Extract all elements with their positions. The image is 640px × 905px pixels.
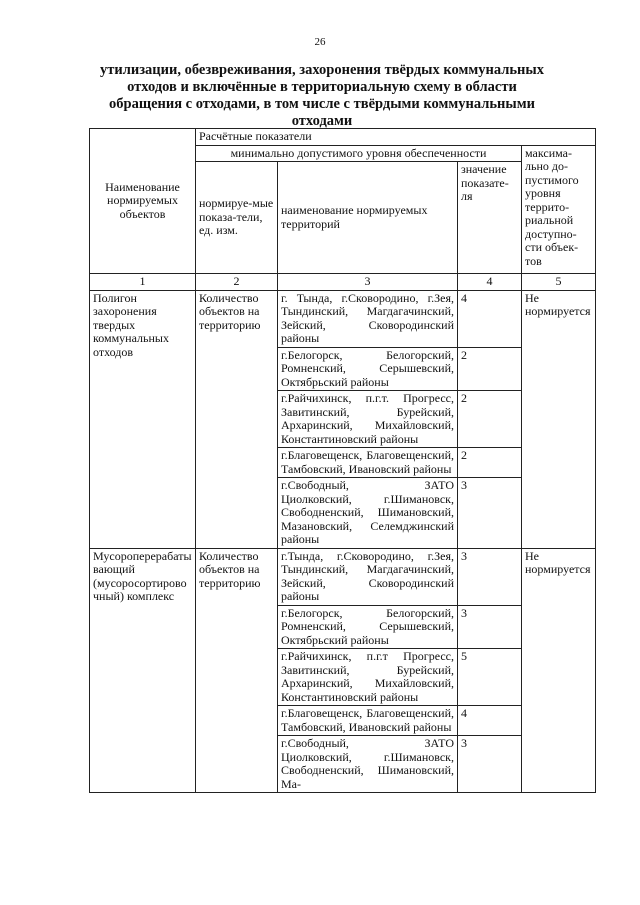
header-row-1: [90, 129, 596, 146]
territory-cell: г.Свободный, ЗАТО Циолковский, г.Шимановск, Свободненский, Шимановский, Мазановский, Селемджинский районы: [278, 478, 458, 549]
value-cell: 2: [458, 347, 522, 391]
header-numbers-row: [90, 274, 596, 291]
territory-cell: г.Тында, г.Сковородино, г.Зея, Тындинский, Магдагачинский, Зейский, Сковородинский районы: [278, 548, 458, 605]
value-cell: 2: [458, 448, 522, 478]
indicator-cell: Количество объектов на территорию: [196, 548, 278, 793]
header-subgroup: минимально допустимого уровня обеспеченности: [196, 145, 522, 162]
value-cell: 5: [458, 649, 522, 706]
header-objects: Наименование нормируемых объектов: [90, 129, 196, 274]
value-cell: 3: [458, 548, 522, 605]
page-number: 26: [314, 36, 326, 48]
col-number: 1: [90, 274, 196, 291]
territory-cell: г.Свободный, ЗАТО Циолковский, г.Шимановск, Свободненский, Шимановский, Ма-: [278, 736, 458, 793]
territory-cell: г.Благовещенск, Благовещенский, Тамбовский, Ивановский районы: [278, 448, 458, 478]
table-row: [90, 548, 596, 605]
value-cell: 4: [458, 290, 522, 347]
header-value: значение показате-ля: [458, 162, 522, 274]
object-name-cell: Мусороперерабатывающий (мусоросортировочный) комплекс: [90, 548, 196, 793]
col-number: 5: [522, 274, 596, 291]
header-group: Расчётные показатели: [196, 129, 596, 146]
header-max-availability: максима-льно до-пустимого уровня террито-риальной доступно-сти объек-тов: [522, 145, 596, 274]
max-availability-cell: Не нормируется: [522, 548, 596, 793]
value-cell: 2: [458, 391, 522, 448]
norms-table: [89, 128, 596, 793]
territory-cell: г. Тында, г.Сковородино, г.Зея, Тындинский, Магдагачинский, Зейский, Сковородинский районы: [278, 290, 458, 347]
col-number: 2: [196, 274, 278, 291]
page-title: утилизации, обезвреживания, захоронения твёрдых коммунальных отходов и включённые в территориальную схему в области обращения с отходами, в том числе с твёрдыми коммунальными отходами: [100, 62, 544, 129]
territory-cell: г.Благовещенск, Благовещенский, Тамбовский, Ивановский районы: [278, 706, 458, 736]
col-number: 3: [278, 274, 458, 291]
territory-cell: г.Райчихинск, п.г.т. Прогресс, Завитинский, Бурейский, Архаринский, Михайловский, Константиновский районы: [278, 391, 458, 448]
territory-cell: г.Райчихинск, п.г.т Прогресс, Завитинский, Бурейский, Архаринский, Михайловский, Константиновский районы: [278, 649, 458, 706]
value-cell: 4: [458, 706, 522, 736]
value-cell: 3: [458, 736, 522, 793]
table-row: [90, 290, 596, 347]
indicator-cell: Количество объектов на территорию: [196, 290, 278, 548]
object-name-cell: Полигон захоронения твердых коммунальных отходов: [90, 290, 196, 548]
value-cell: 3: [458, 478, 522, 549]
header-indicators: нормируе-мые показа-тели, ед. изм.: [196, 162, 278, 274]
territory-cell: г.Белогорск, Белогорский, Ромненский, Серышевский, Октябрьский районы: [278, 347, 458, 391]
value-cell: 3: [458, 605, 522, 649]
territory-cell: г.Белогорск, Белогорский, Ромненский, Серышевский, Октябрьский районы: [278, 605, 458, 649]
col-number: 4: [458, 274, 522, 291]
max-availability-cell: Не нормируется: [522, 290, 596, 548]
header-territories: наименование нормируемых территорий: [278, 162, 458, 274]
